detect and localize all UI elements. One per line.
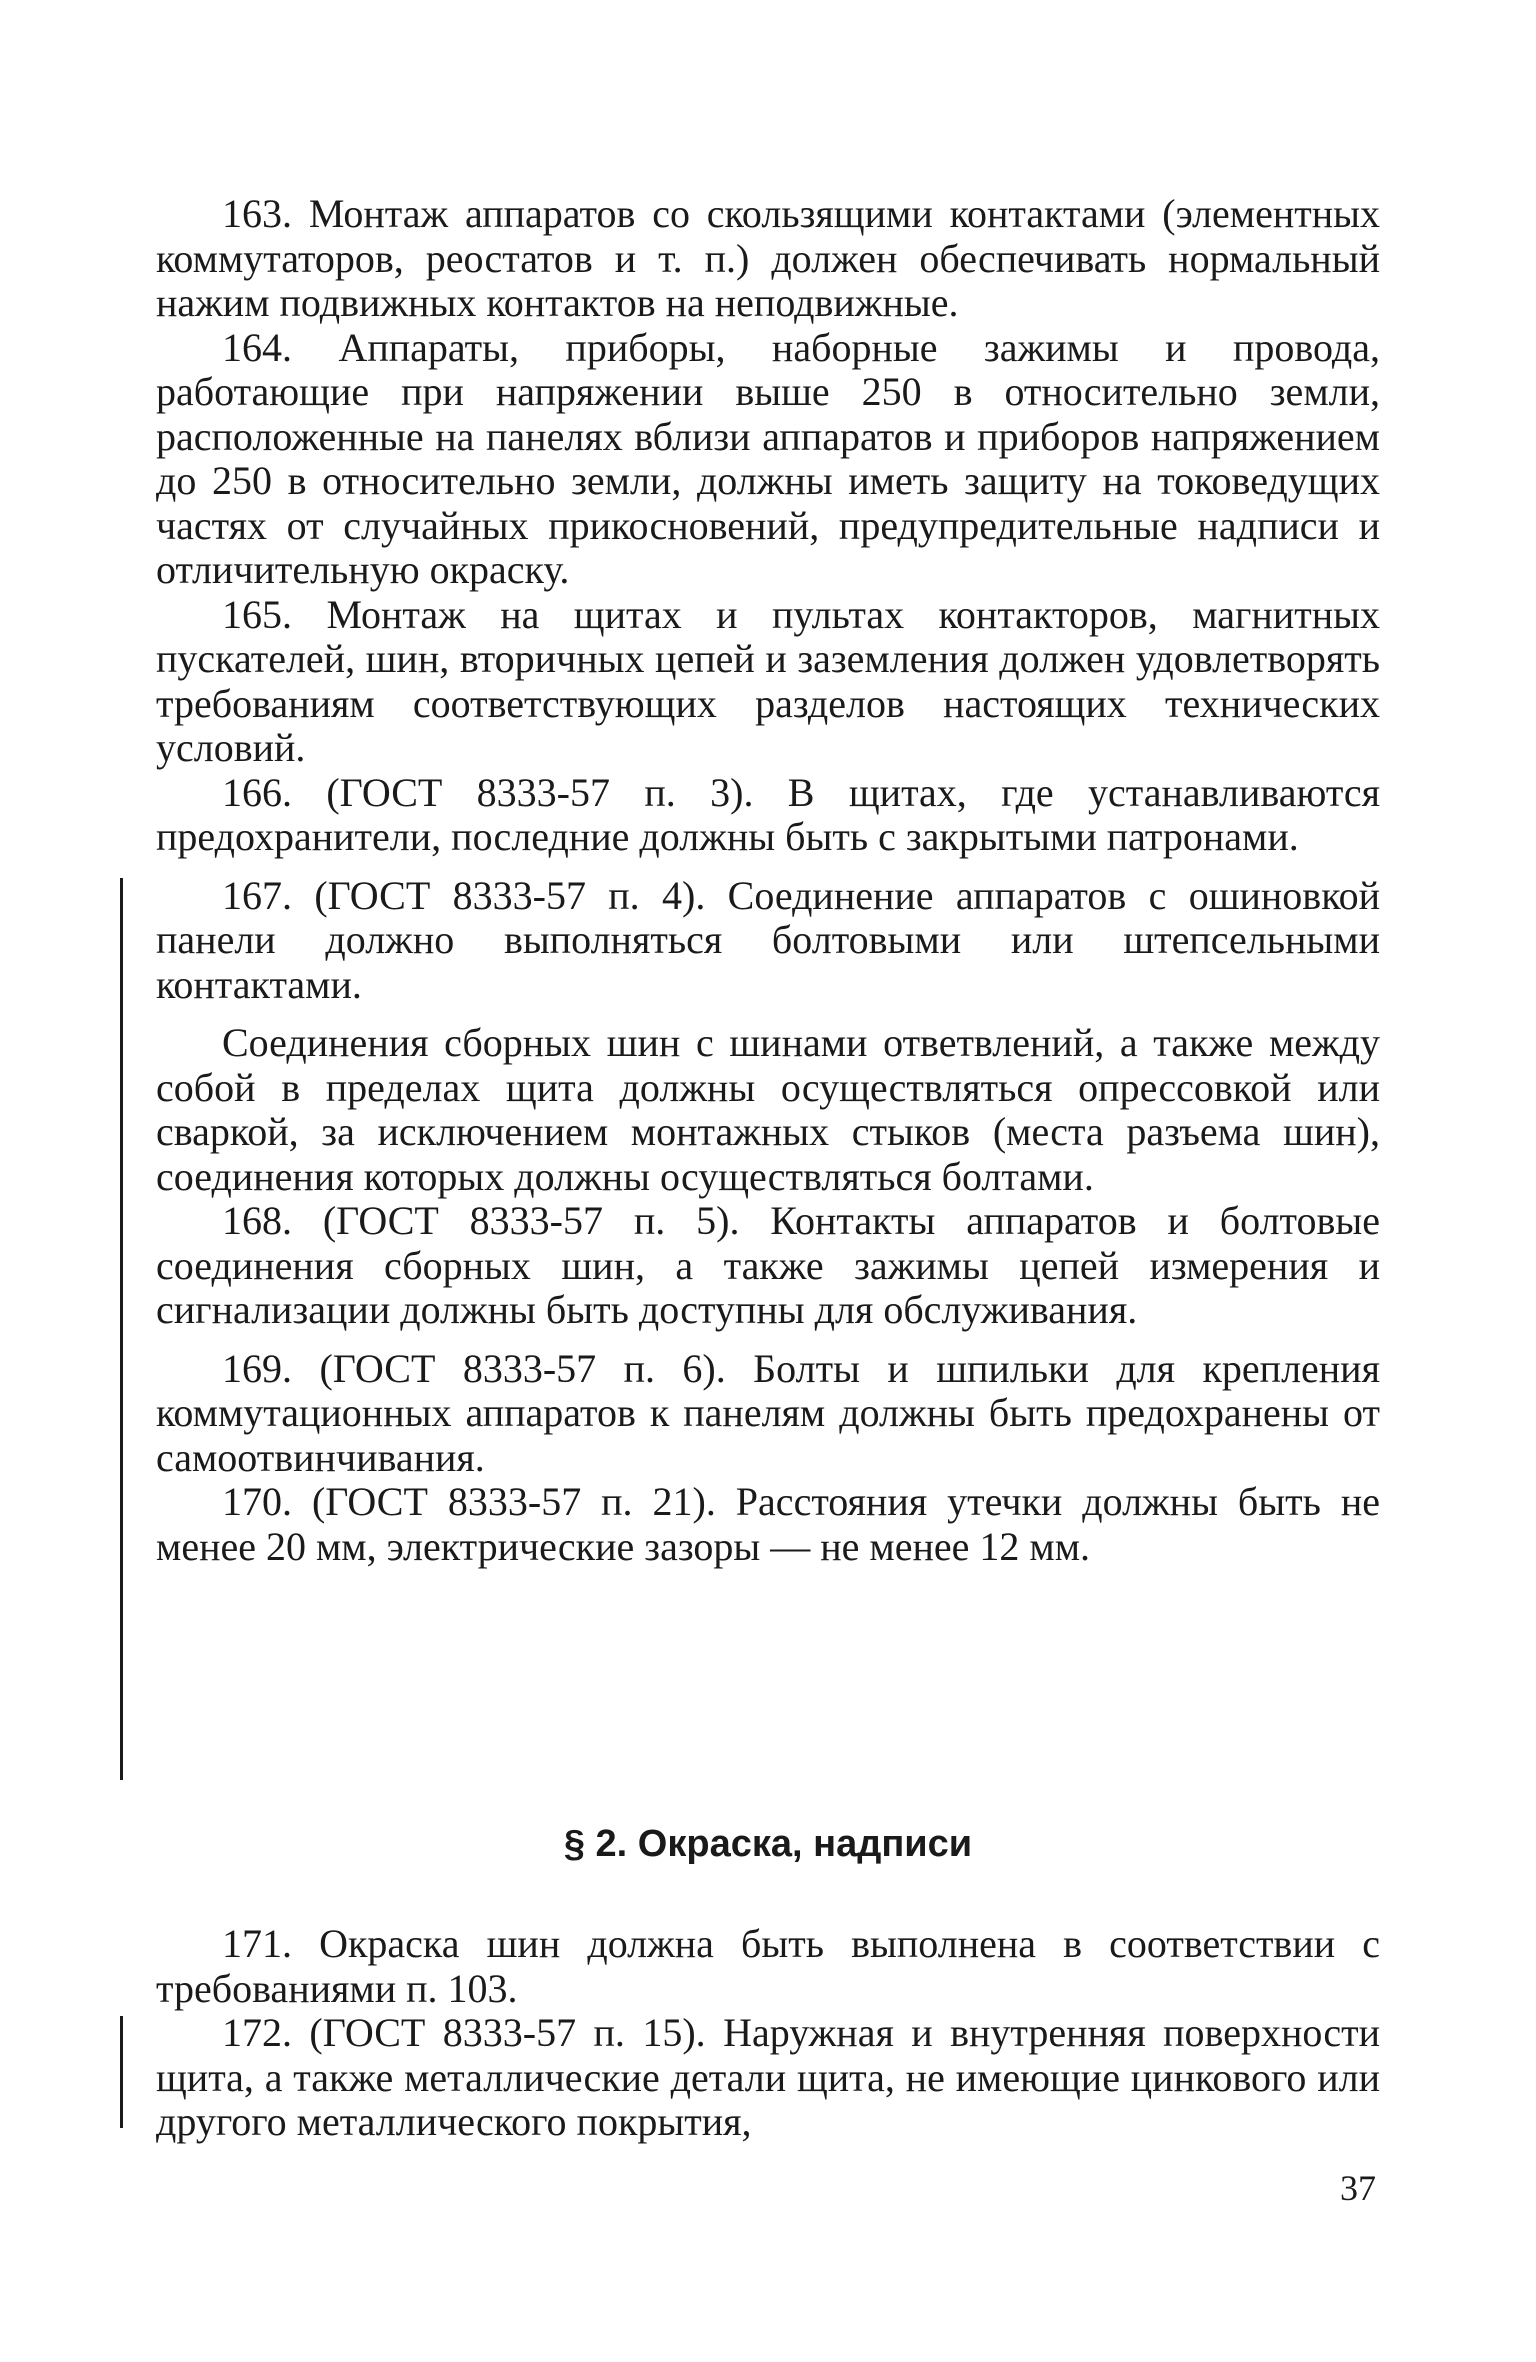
paragraph-163: 163. Монтаж аппаратов со скользящими контактами (элементных коммутаторов, реостатов и т. п.) должен обеспечивать нормальный нажим подвижных контактов на неподвижные.: [156, 191, 1380, 325]
main-text: [156, 192, 1380, 1569]
paragraph-167: 167. (ГОСТ 8333-57 п. 4). Соединение аппаратов с ошиновкой панели должно выполняться болтовыми или штепсельными контактами.: [156, 872, 1380, 1007]
paragraph-170: 170. (ГОСТ 8333-57 п. 21). Расстояния утечки должны быть не менее 20 мм, электрические зазоры — не менее 12 мм.: [156, 1479, 1380, 1569]
page-number: 37: [1340, 2168, 1376, 2208]
paragraph-171: 171. Окраска шин должна быть выполнена в соответствии с требованиями п. 103.: [156, 1921, 1380, 2011]
change-bar: [120, 878, 123, 1780]
change-bar: [120, 2016, 123, 2128]
paragraph-168: 168. (ГОСТ 8333-57 п. 5). Контакты аппаратов и болтовые соединения сборных шин, а также зажимы цепей измерения и сигнализации должны быть доступны для обслуживания.: [156, 1198, 1380, 1332]
section-heading: § 2. Окраска, надписи: [563, 1823, 973, 1865]
paragraph-167-continued: Соединения сборных шин с шинами ответвлений, а также между собой в пределах щита должны осуществляться опрессовкой или сваркой, за исключением монтажных стыков (места разъема шин), соединения которых должны осуществляться болтами.: [156, 1020, 1380, 1199]
paragraph-165: 165. Монтаж на щитах и пультах контакторов, магнитных пускателей, шин, вторичных цепей и заземления должен удовлетворять требованиям соответствующих разделов настоящих технических условий.: [156, 591, 1380, 770]
paragraph-169: 169. (ГОСТ 8333-57 п. 6). Болты и шпильки для крепления коммутационных аппаратов к панелям должны быть предохранены от самоотвинчивания.: [156, 1345, 1380, 1480]
paragraph-164: 164. Аппараты, приборы, наборные зажимы и провода, работающие при напряжении выше 250 в относительно земли, расположенные на панелях вблизи аппаратов и приборов напряжением до 250 в относительно земли, должны иметь защиту на токоведущих частях от случайных прикосновений, предупредительные надписи и отличительную окраску.: [156, 324, 1380, 592]
paragraph-172: 172. (ГОСТ 8333-57 п. 15). Наружная и внутренняя поверхности щита, а также металлические детали щита, не имеющие цинкового или другого металлического покрытия,: [156, 2010, 1380, 2144]
paragraph-166: 166. (ГОСТ 8333-57 п. 3). В щитах, где устанавливаются предохранители, последние должны быть с закрытыми патронами.: [156, 769, 1380, 859]
section-text: [156, 1922, 1380, 2145]
